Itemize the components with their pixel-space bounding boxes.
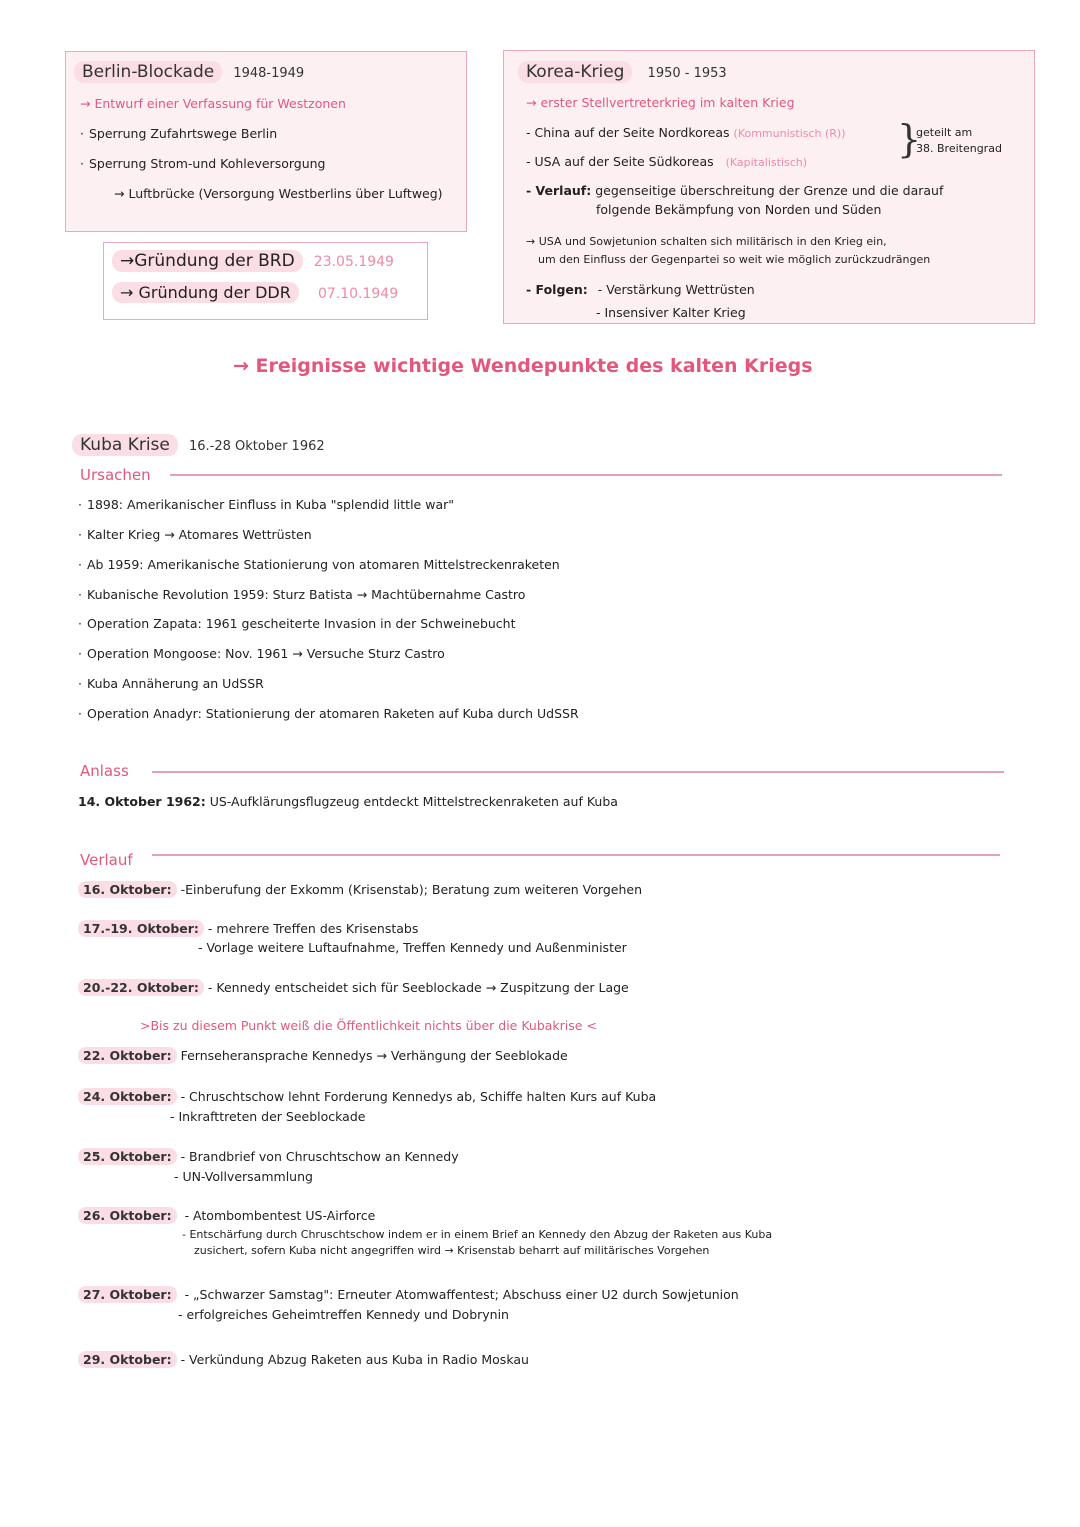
korea-usa-sowjet2: um den Einfluss der Gegenpartei so weit wie möglich zurückzudrängen: [538, 253, 931, 266]
korea-line1: → erster Stellvertreterkrieg im kalten Krieg: [526, 95, 795, 110]
ursache-6: Operation Mongoose: Nov. 1961 → Versuche Sturz Castro: [87, 646, 445, 661]
anlass-divider: [152, 771, 1004, 773]
berlin-years: 1948-1949: [233, 66, 305, 81]
v27-text2: - erfolgreiches Geheimtreffen Kennedy und Dobrynin: [178, 1307, 509, 1322]
verlauf-label: Verlauf: [80, 851, 133, 869]
korea-folgen-label: - Folgen:: [526, 282, 588, 297]
korea-folgen2: - Insensiver Kalter Krieg: [596, 305, 746, 320]
v27-text1: - „Schwarzer Samstag": Erneuter Atomwaffentest; Abschuss einer U2 durch Sowjetunion: [184, 1287, 739, 1302]
v26-text3: zusichert, sofern Kuba nicht angegriffen wird → Krisenstab beharrt auf militärisches Vorgehen: [194, 1244, 710, 1257]
korea-folgen1: - Verstärkung Wettrüsten: [597, 282, 755, 297]
ursache-4: Kubanische Revolution 1959: Sturz Batista → Machtübernahme Castro: [87, 587, 526, 602]
ddr-date: 07.10.1949: [317, 286, 399, 302]
berlin-line1: → Entwurf einer Verfassung für Westzonen: [80, 96, 346, 111]
ursache-7: Kuba Annäherung an UdSSR: [87, 676, 264, 691]
korea-split2: 38. Breitengrad: [916, 142, 1002, 155]
v22-text: Fernseheransprache Kennedys → Verhängung der Seeblokade: [180, 1048, 568, 1063]
korea-verlauf1: gegenseitige überschreitung der Grenze und die darauf: [595, 183, 944, 198]
v25-text2: - UN-Vollversammlung: [174, 1169, 313, 1184]
kuba-title: Kuba Krise: [72, 434, 178, 456]
korea-title: Korea-Krieg: [518, 61, 632, 83]
founding-box: [103, 242, 428, 320]
v26-text1: - Atombombentest US-Airforce: [184, 1208, 376, 1223]
verlauf-divider: [152, 854, 1000, 856]
brd-date: 23.05.1949: [313, 254, 394, 270]
v26-text2: - Entschärfung durch Chruschtschow indem er in einem Brief an Kennedy den Abzug der Raketen aus Kuba: [182, 1228, 773, 1241]
ursachen-divider: [170, 474, 1002, 476]
v20-date: 20.-22. Oktober:: [78, 979, 204, 996]
brace-icon: }: [897, 117, 922, 161]
v27-date: 27. Oktober:: [78, 1286, 177, 1303]
v17-text1: - mehrere Treffen des Krisenstabs: [207, 921, 419, 936]
v25-date: 25. Oktober:: [78, 1148, 177, 1165]
anlass-text: US-Aufklärungsflugzeug entdeckt Mittelstreckenraketen auf Kuba: [209, 794, 618, 809]
section-heading: → Ereignisse wichtige Wendepunkte des kalten Kriegs: [233, 355, 813, 377]
ursache-3: Ab 1959: Amerikanische Stationierung von atomaren Mittelstreckenraketen: [87, 557, 560, 572]
anlass-label: Anlass: [80, 762, 129, 780]
berlin-line3: Sperrung Strom-und Kohleversorgung: [89, 156, 326, 171]
berlin-blockade-box: Berlin-Blockade 1948-1949 → Entwurf einer Verfassung für Westzonen · Sperrung Zufahrtswege Berlin · Sperrung Strom-und Kohleversorgung → Luftbrücke (Versorgung Westberlins über Luftweg): [65, 51, 467, 232]
ursache-1: 1898: Amerikanischer Einfluss in Kuba "splendid little war": [87, 497, 454, 512]
ddr-label: → Gründung der DDR: [112, 282, 299, 303]
ursache-2: Kalter Krieg → Atomares Wettrüsten: [87, 527, 312, 542]
v29-date: 29. Oktober:: [78, 1351, 177, 1368]
anlass-date: 14. Oktober 1962:: [78, 794, 206, 809]
v22-date: 22. Oktober:: [78, 1047, 177, 1064]
v16-date: 16. Oktober:: [78, 881, 177, 898]
v20-text: - Kennedy entscheidet sich für Seeblockade → Zuspitzung der Lage: [207, 980, 629, 995]
v24-date: 24. Oktober:: [78, 1088, 177, 1105]
berlin-title: Berlin-Blockade: [74, 61, 222, 83]
berlin-line2: Sperrung Zufahrtswege Berlin: [89, 126, 278, 141]
korea-years: 1950 - 1953: [647, 66, 727, 81]
brd-label: →Gründung der BRD: [112, 250, 303, 272]
v16-text: -Einberufung der Exkomm (Krisenstab); Beratung zum weiteren Vorgehen: [180, 882, 642, 897]
v29-text: - Verkündung Abzug Raketen aus Kuba in Radio Moskau: [180, 1352, 529, 1367]
v24-text1: - Chruschtschow lehnt Forderung Kennedys ab, Schiffe halten Kurs auf Kuba: [180, 1089, 657, 1104]
v24-text2: - Inkrafttreten der Seeblockade: [170, 1109, 366, 1124]
v25-text1: - Brandbrief von Chruschtschow an Kennedy: [180, 1149, 459, 1164]
v17-date: 17.-19. Oktober:: [78, 920, 204, 937]
v17-text2: - Vorlage weitere Luftaufnahme, Treffen Kennedy und Außenminister: [198, 940, 627, 955]
korea-usa-sowjet1: → USA und Sowjetunion schalten sich militärisch in den Krieg ein,: [526, 235, 887, 248]
korea-china: - China auf der Seite Nordkoreas: [526, 125, 730, 140]
berlin-line4: → Luftbrücke (Versorgung Westberlins über Luftweg): [114, 186, 443, 201]
korea-verlauf-label: - Verlauf:: [526, 183, 592, 198]
korea-war-box: [503, 50, 1035, 324]
ursache-8: Operation Anadyr: Stationierung der atomaren Raketen auf Kuba durch UdSSR: [87, 706, 579, 721]
public-note: >Bis zu diesem Punkt weiß die Öffentlichkeit nichts über die Kubakrise <: [140, 1018, 597, 1033]
korea-split1: geteilt am: [916, 126, 973, 139]
korea-verlauf2: folgende Bekämpfung von Norden und Süden: [596, 202, 882, 217]
v26-date: 26. Oktober:: [78, 1207, 177, 1224]
korea-usa: - USA auf der Seite Südkoreas: [526, 154, 714, 169]
korea-usa-note: (Kapitalistisch): [725, 156, 808, 169]
korea-china-note: (Kommunistisch (R)): [733, 127, 846, 140]
ursachen-label: Ursachen: [80, 466, 151, 484]
ursache-5: Operation Zapata: 1961 gescheiterte Invasion in der Schweinebucht: [87, 616, 516, 631]
kuba-dates: 16.-28 Oktober 1962: [188, 439, 325, 454]
